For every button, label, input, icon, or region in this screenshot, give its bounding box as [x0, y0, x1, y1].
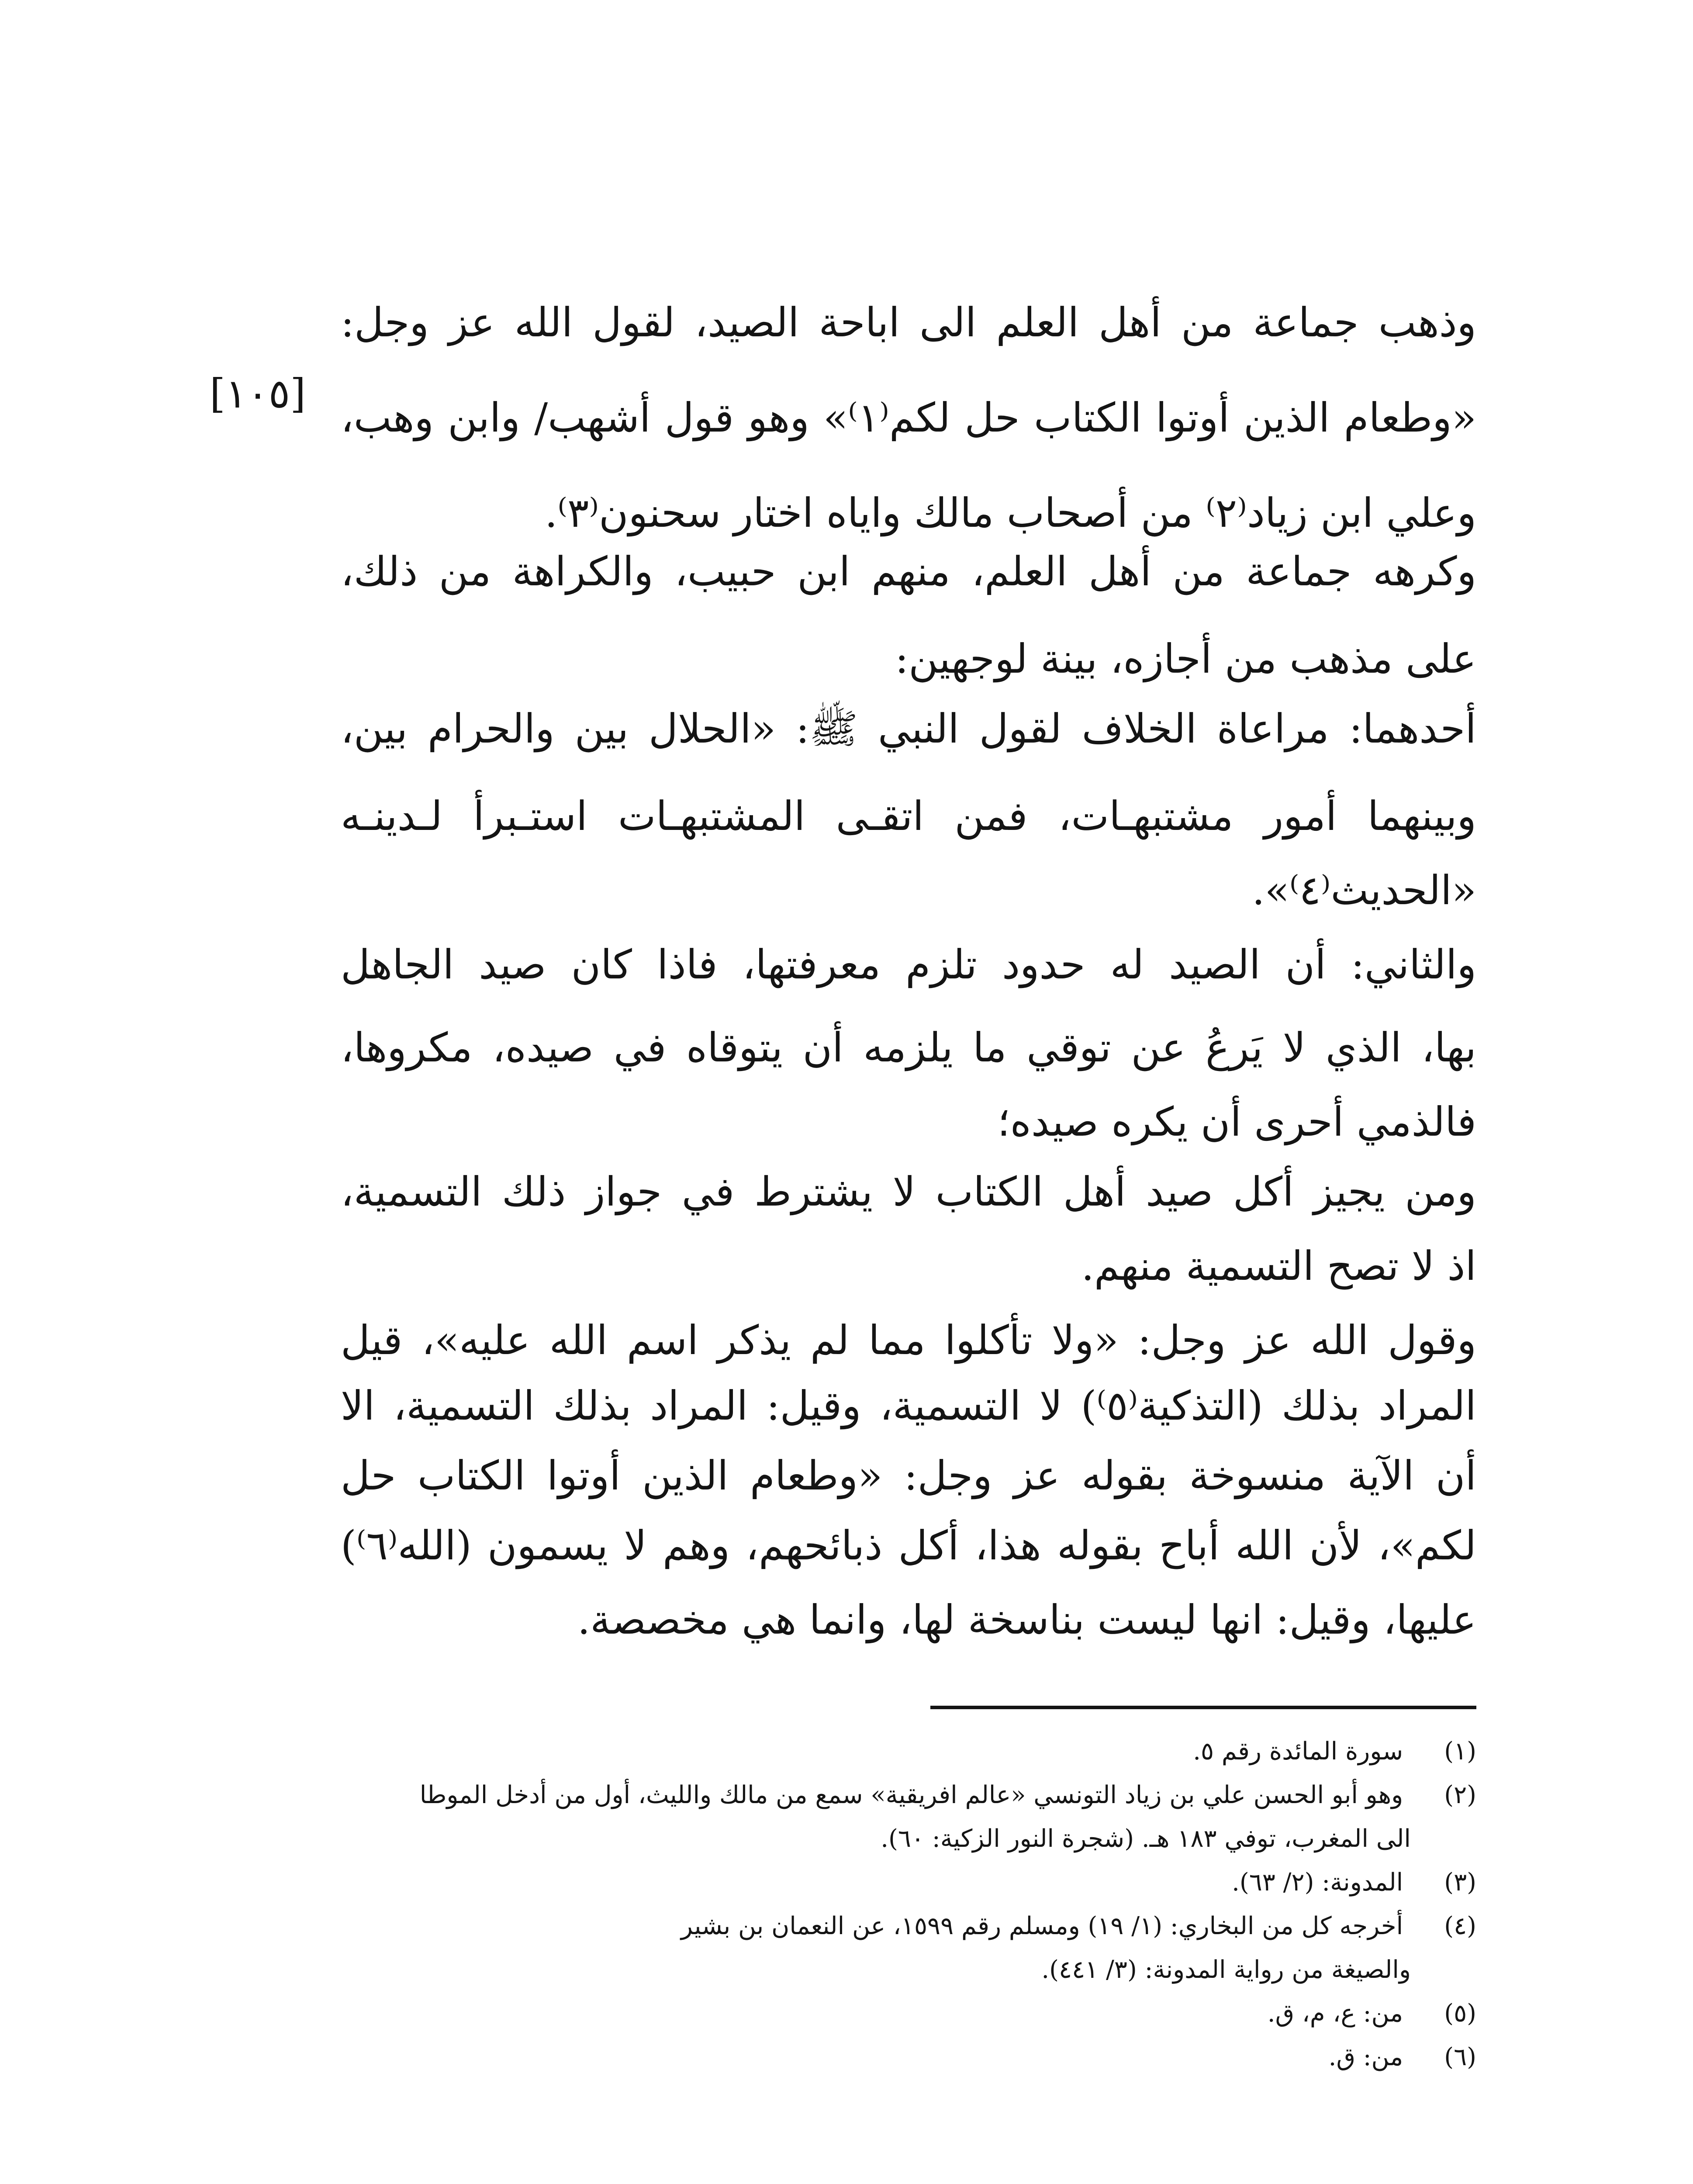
- footnote-number: (٦): [1444, 2043, 1476, 2071]
- footnote: [341, 1730, 1476, 1773]
- body-line: وعلي ابن زياد⁽٢⁾ من أصحاب مالك واياه اختار سحنون⁽٣⁾.: [545, 490, 1476, 536]
- body-line: أحدهما: مراعاة الخلاف لقول النبي ﷺ: «الحلال بين والحرام بين،: [341, 705, 1476, 752]
- margin-folio-reference: [١٠٥]: [210, 370, 306, 417]
- footnote: [341, 1861, 1476, 1904]
- footnote-number: (٤): [1444, 1912, 1476, 1940]
- footnote: [341, 1992, 1476, 2035]
- body-line: عليها، وقيل: انها ليست بناسخة لها، وانما هي مخصصة.: [577, 1597, 1476, 1643]
- body-line: فالذمي أحرى أن يكره صيده؛: [997, 1099, 1476, 1145]
- footnote-text: المدونة: (٢/ ٦٣).: [1232, 1868, 1403, 1897]
- body-line: والثاني: أن الصيد له حدود تلزم معرفتها، فاذا كان صيد الجاهل: [341, 941, 1476, 988]
- body-line: وذهب جماعة من أهل العلم الى اباحة الصيد، لقول الله عز وجل:: [341, 299, 1476, 346]
- footnote-text-continued: والصيغة من رواية المدونة: (٣/ ٤٤١).: [1041, 1956, 1411, 1984]
- footnote: [341, 1904, 1476, 1992]
- footnote-number: (٢): [1444, 1781, 1476, 1809]
- footnote-text: وهو أبو الحسن علي بن زياد التونسي «عالم افريقية» سمع من مالك والليث، أول من أدخل الموطا: [419, 1781, 1403, 1809]
- body-line: وكرهه جماعة من أهل العلم، منهم ابن حبيب، والكراهة من ذلك،: [341, 548, 1476, 595]
- body-line: لكم»، لأن الله أباح بقوله هذا، أكل ذبائحهم، وهم لا يسمون (الله⁽٦⁾): [341, 1522, 1476, 1569]
- footnotes: [341, 1730, 1476, 2079]
- body-line: اذ لا تصح التسمية منهم.: [1081, 1243, 1476, 1289]
- footnote: [341, 2035, 1476, 2079]
- body-line: وبينهما أمور مشتبهـات، فمن اتقـى المشتبهـات استـبرأ لـدينـه: [341, 793, 1476, 840]
- footnote-text: أخرجه كل من البخاري: (١/ ١٩) ومسلم رقم ١٥٩٩، عن النعمان بن بشير: [681, 1912, 1403, 1940]
- footnote-number: (١): [1444, 1737, 1476, 1766]
- body-line: وقول الله عز وجل: «ولا تأكلوا مما لم يذكر اسم الله عليه»، قيل: [341, 1317, 1476, 1364]
- footnote-separator: [930, 1706, 1476, 1709]
- body-line: «الحديث⁽٤⁾».: [1252, 867, 1476, 914]
- footnote-number: (٥): [1444, 1999, 1476, 2028]
- body-line: بها، الذي لا يَرعُ عن توقي ما يلزمه أن يتوقاه في صيده، مكروها،: [341, 1024, 1476, 1071]
- footnote-number: (٣): [1444, 1868, 1476, 1897]
- footnote: [341, 1773, 1476, 1861]
- footnote-text: من: ع، م، ق.: [1267, 1999, 1403, 2028]
- footnote-text: سورة المائدة رقم ٥.: [1193, 1737, 1403, 1766]
- body-line: على مذهب من أجازه، بينة لوجهين:: [895, 636, 1476, 682]
- body-line: «وطعام الذين أوتوا الكتاب حل لكم⁽١⁾» وهو قول أشهب/ وابن وهب،: [341, 394, 1476, 441]
- body-line: المراد بذلك (التذكية⁽٥⁾) لا التسمية، وقيل: المراد بذلك التسمية، الا: [341, 1382, 1476, 1429]
- body-line: ومن يجيز أكل صيد أهل الكتاب لا يشترط في جواز ذلك التسمية،: [341, 1168, 1476, 1215]
- footnote-text: من: ق.: [1328, 2043, 1403, 2071]
- body-line: أن الآية منسوخة بقوله عز وجل: «وطعام الذين أوتوا الكتاب حل: [341, 1452, 1476, 1499]
- footnote-text-continued: الى المغرب، توفي ١٨٣ هـ. (شجرة النور الزكية: ٦٠).: [881, 1825, 1411, 1853]
